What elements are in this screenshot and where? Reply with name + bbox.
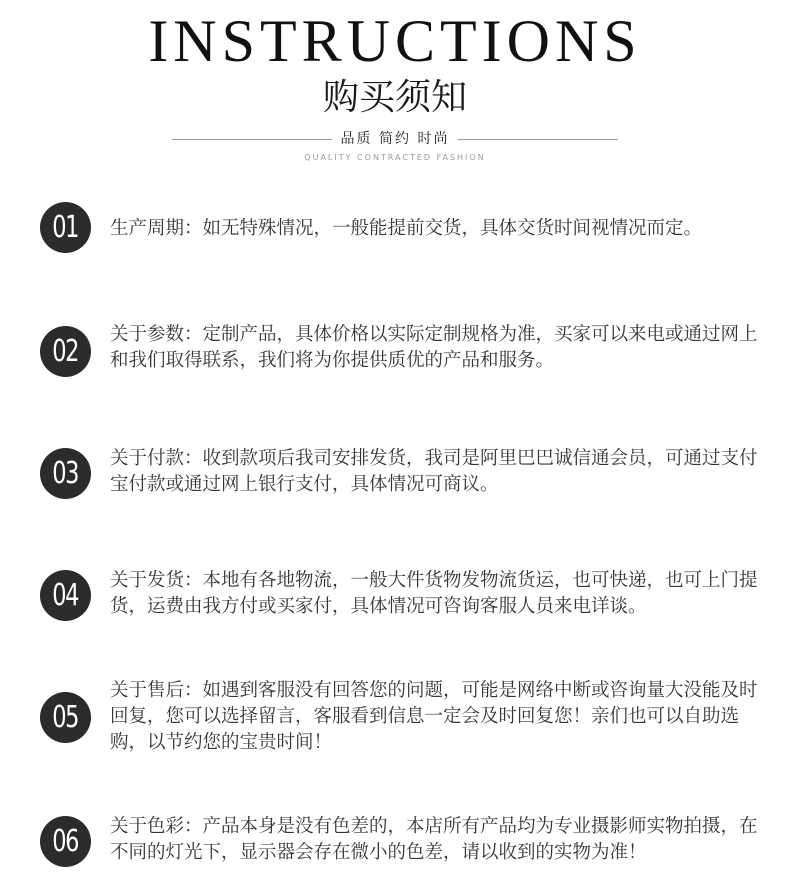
number-label: 05 [52, 700, 79, 735]
divider-right [458, 139, 618, 140]
page-title-chinese: 购买须知 [322, 77, 467, 118]
number-badge [40, 202, 91, 253]
number-badge [40, 448, 91, 499]
instruction-text: 关于售后：如遇到客服没有回答您的问题，可能是网络中断或咨询量大没能及时回复，您可以选择留言，客服看到信息一定会及时回复您！亲们也可以自助选购，以节约您的宝贵时间！ [110, 680, 758, 753]
number-badge [40, 326, 91, 377]
instruction-text: 关于参数：定制产品，具体价格以实际定制规格为准，买家可以来电或通过网上和我们取得联系，我们将为你提供质优的产品和服务。 [110, 324, 758, 371]
tagline: QUALITY CONTRACTED FASHION [304, 153, 486, 162]
number-badge [40, 570, 91, 621]
subtitle-row [0, 128, 790, 150]
instruction-text: 关于付款：收到款项后我司安排发货，我司是阿里巴巴诚信通会员，可通过支付宝付款或通过网上银行支付，具体情况可商议。 [110, 448, 758, 495]
number-label: 06 [52, 824, 79, 859]
header [0, 0, 790, 180]
instruction-text: 生产周期：如无特殊情况，一般能提前交货，具体交货时间视情况而定。 [110, 218, 703, 239]
number-label: 04 [52, 578, 79, 613]
subtitle: 品质 简约 时尚 [340, 131, 450, 147]
number-label: 01 [52, 210, 79, 245]
instruction-text: 关于发货：本地有各地物流，一般大件货物发物流货运，也可快递，也可上门提货，运费由我方付或买家付，具体情况可咨询客服人员来电详谈。 [110, 570, 758, 617]
number-badge [40, 816, 91, 867]
instruction-text: 关于色彩：产品本身是没有色差的，本店所有产品均为专业摄影师实物拍摄，在不同的灯光下，显示器会存在微小的色差，请以收到的实物为准！ [110, 816, 758, 863]
page-title-english: INSTRUCTIONS [148, 8, 642, 74]
number-label: 03 [52, 456, 79, 491]
number-badge [40, 692, 91, 743]
number-label: 02 [52, 334, 79, 369]
